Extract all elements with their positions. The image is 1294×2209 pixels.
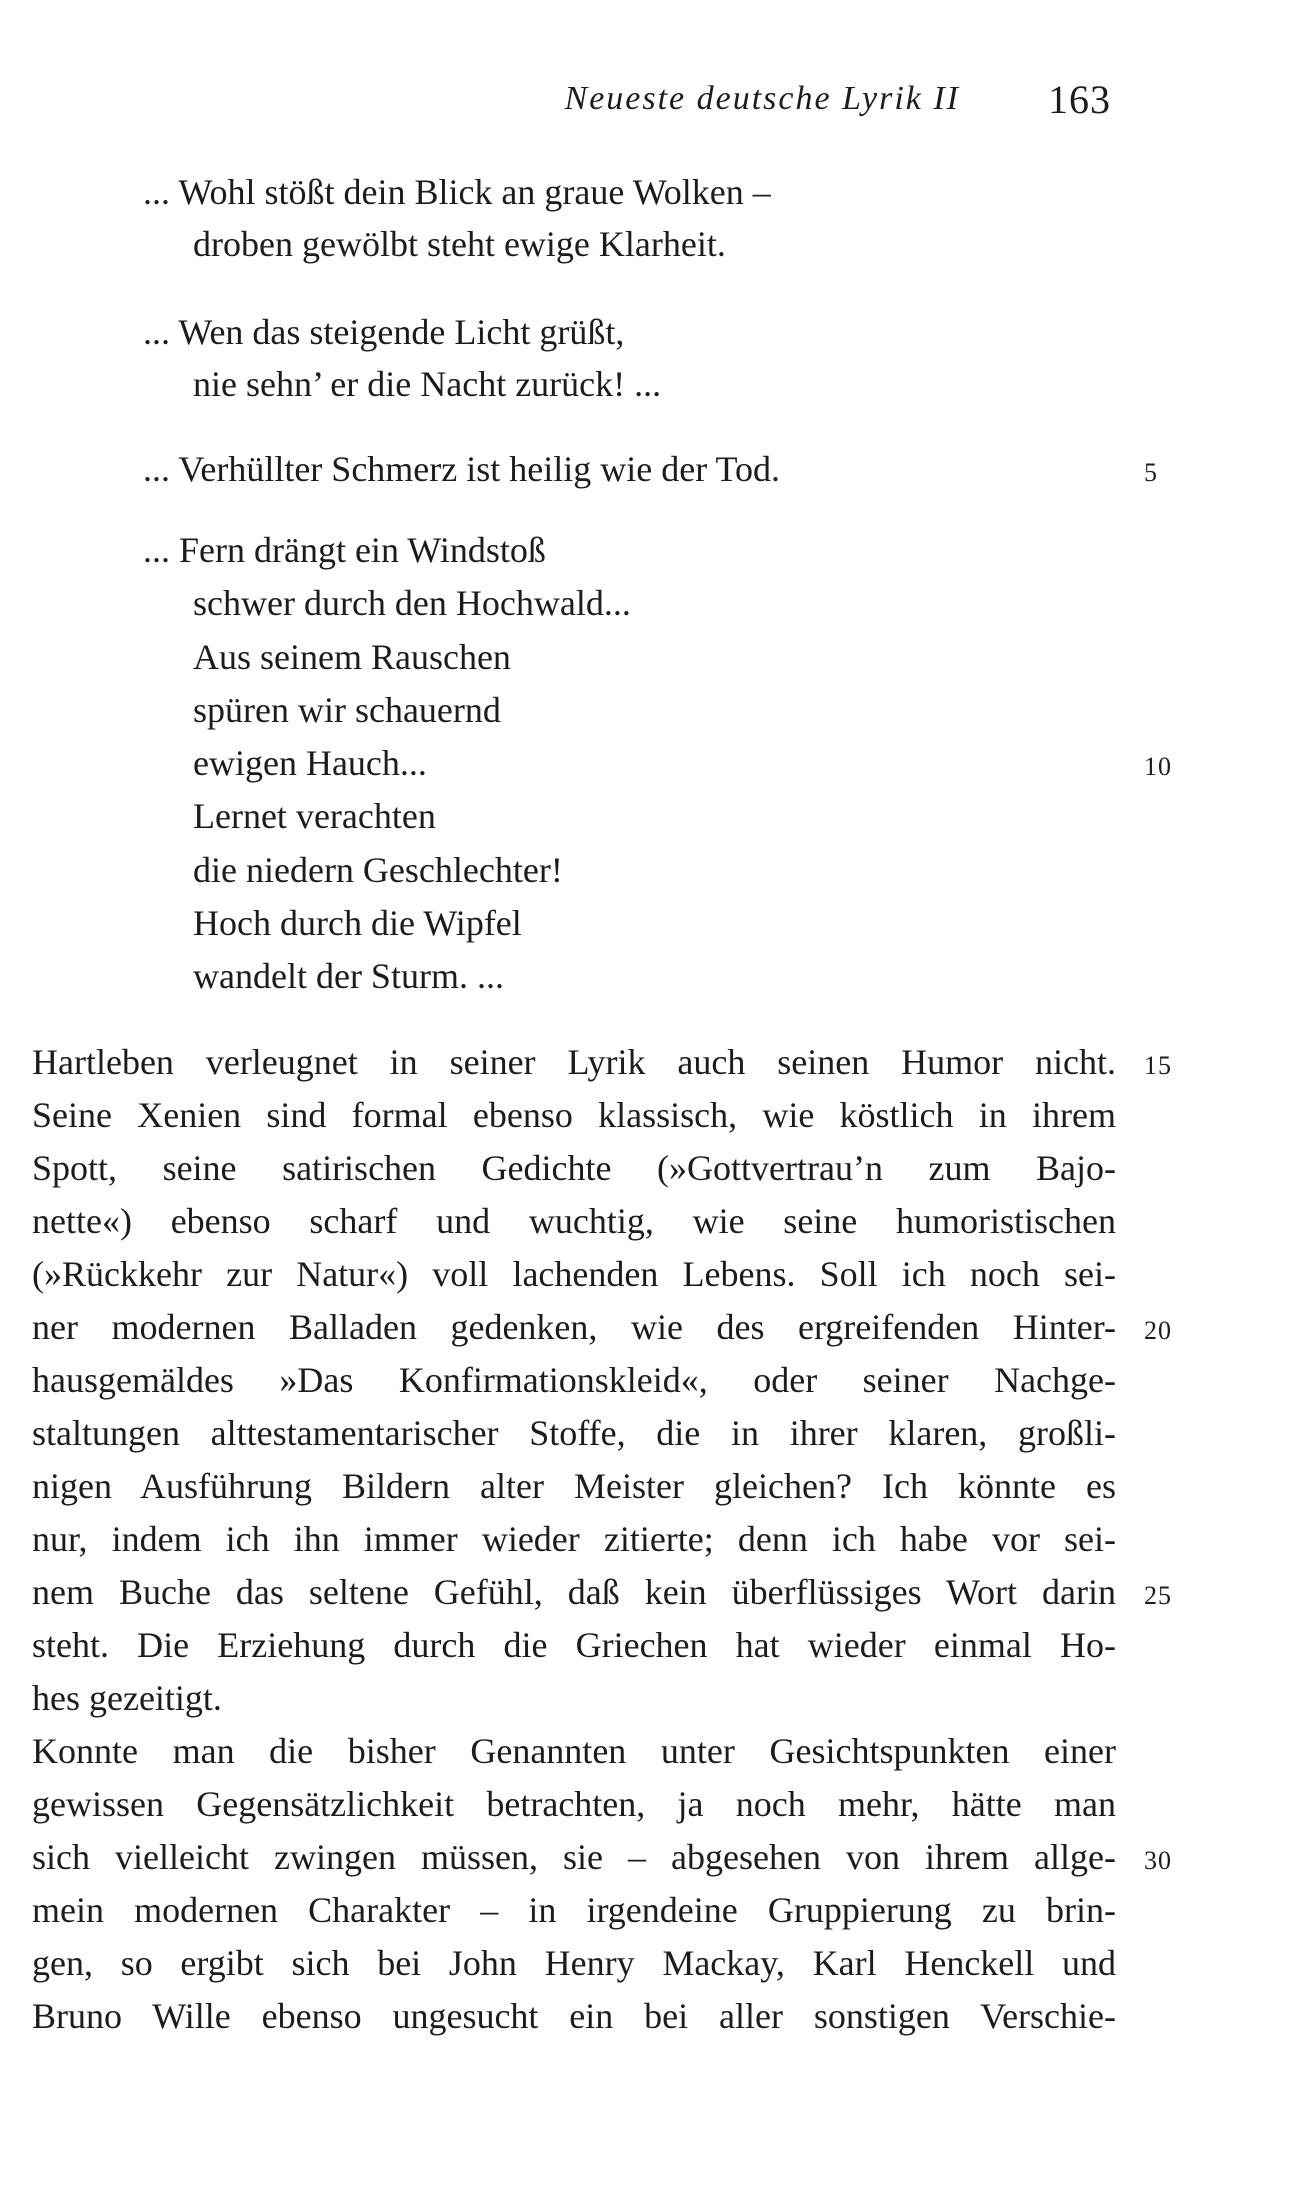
prose-line: nette«) ebenso scharf und wuchtig, wie seine humoristischen xyxy=(32,1201,1116,1241)
prose-line: Spott, seine satirischen Gedichte (»Gottvertrau’n zum Bajo- xyxy=(32,1148,1116,1188)
verse-line: Aus seinem Rauschen xyxy=(193,637,511,677)
prose-line: (»Rückkehr zur Natur«) voll lachenden Lebens. Soll ich noch sei- xyxy=(32,1254,1116,1294)
verse-line: nie sehn’ er die Nacht zurück! ... xyxy=(193,364,662,404)
prose-line: steht. Die Erziehung durch die Griechen hat wieder einmal Ho- xyxy=(32,1625,1116,1665)
verse-line: wandelt der Sturm. ... xyxy=(193,956,504,996)
verse-line: ... Wen das steigende Licht grüßt, xyxy=(143,312,625,352)
line-number: 5 xyxy=(1144,458,1158,487)
line-number: 25 xyxy=(1144,1581,1172,1610)
prose-line: hausgemäldes »Das Konfirmationskleid«, oder seiner Nachge- xyxy=(32,1360,1116,1400)
verse-line: ewigen Hauch... xyxy=(193,743,427,783)
verse-line: die niedern Geschlechter! xyxy=(193,850,563,890)
prose-line: mein modernen Charakter – in irgendeine Gruppierung zu brin- xyxy=(32,1890,1116,1930)
verse-line: Hoch durch die Wipfel xyxy=(193,903,522,943)
prose-line: Konnte man die bisher Genannten unter Gesichtspunkten einer xyxy=(32,1731,1116,1771)
prose-line: Bruno Wille ebenso ungesucht ein bei aller sonstigen Verschie- xyxy=(32,1996,1116,2036)
verse-line: schwer durch den Hochwald... xyxy=(193,583,631,623)
page-number: 163 xyxy=(1048,77,1111,122)
verse-line: ... Wohl stößt dein Blick an graue Wolken – xyxy=(143,172,771,212)
line-number: 10 xyxy=(1144,752,1172,781)
running-header xyxy=(0,77,1294,140)
verse-line: droben gewölbt steht ewige Klarheit. xyxy=(193,224,726,264)
prose-line: sich vielleicht zwingen müssen, sie – abgesehen von ihrem allge- xyxy=(32,1837,1116,1877)
prose-line: gen, so ergibt sich bei John Henry Mackay, Karl Henckell und xyxy=(32,1943,1116,1983)
line-number: 30 xyxy=(1144,1846,1172,1875)
verse-line: ... Verhüllter Schmerz ist heilig wie der Tod. xyxy=(143,449,781,489)
prose-line: Seine Xenien sind formal ebenso klassisch, wie köstlich in ihrem xyxy=(32,1095,1116,1135)
prose-line: hes gezeitigt. xyxy=(32,1678,222,1718)
prose-line: nigen Ausführung Bildern alter Meister gleichen? Ich könnte es xyxy=(32,1466,1116,1506)
verse-line: Lernet verachten xyxy=(193,796,436,836)
verse-line: spüren wir schauernd xyxy=(193,690,501,730)
prose-line: nem Buche das seltene Gefühl, daß kein überflüssiges Wort darin xyxy=(32,1572,1116,1612)
prose-line: Hartleben verleugnet in seiner Lyrik auch seinen Humor nicht. xyxy=(32,1042,1116,1082)
verse-line: ... Fern drängt ein Windstoß xyxy=(143,530,546,570)
running-title: Neueste deutsche Lyrik II xyxy=(564,80,960,117)
line-number: 20 xyxy=(1144,1316,1172,1345)
prose-line: gewissen Gegensätzlichkeit betrachten, ja noch mehr, hätte man xyxy=(32,1784,1116,1824)
line-number: 15 xyxy=(1144,1051,1172,1080)
prose-line: nur, indem ich ihn immer wieder zitierte; denn ich habe vor sei- xyxy=(32,1519,1116,1559)
prose-line: ner modernen Balladen gedenken, wie des ergreifenden Hinter- xyxy=(32,1307,1116,1347)
prose-line: staltungen alttestamentarischer Stoffe, die in ihrer klaren, großli- xyxy=(32,1413,1116,1453)
